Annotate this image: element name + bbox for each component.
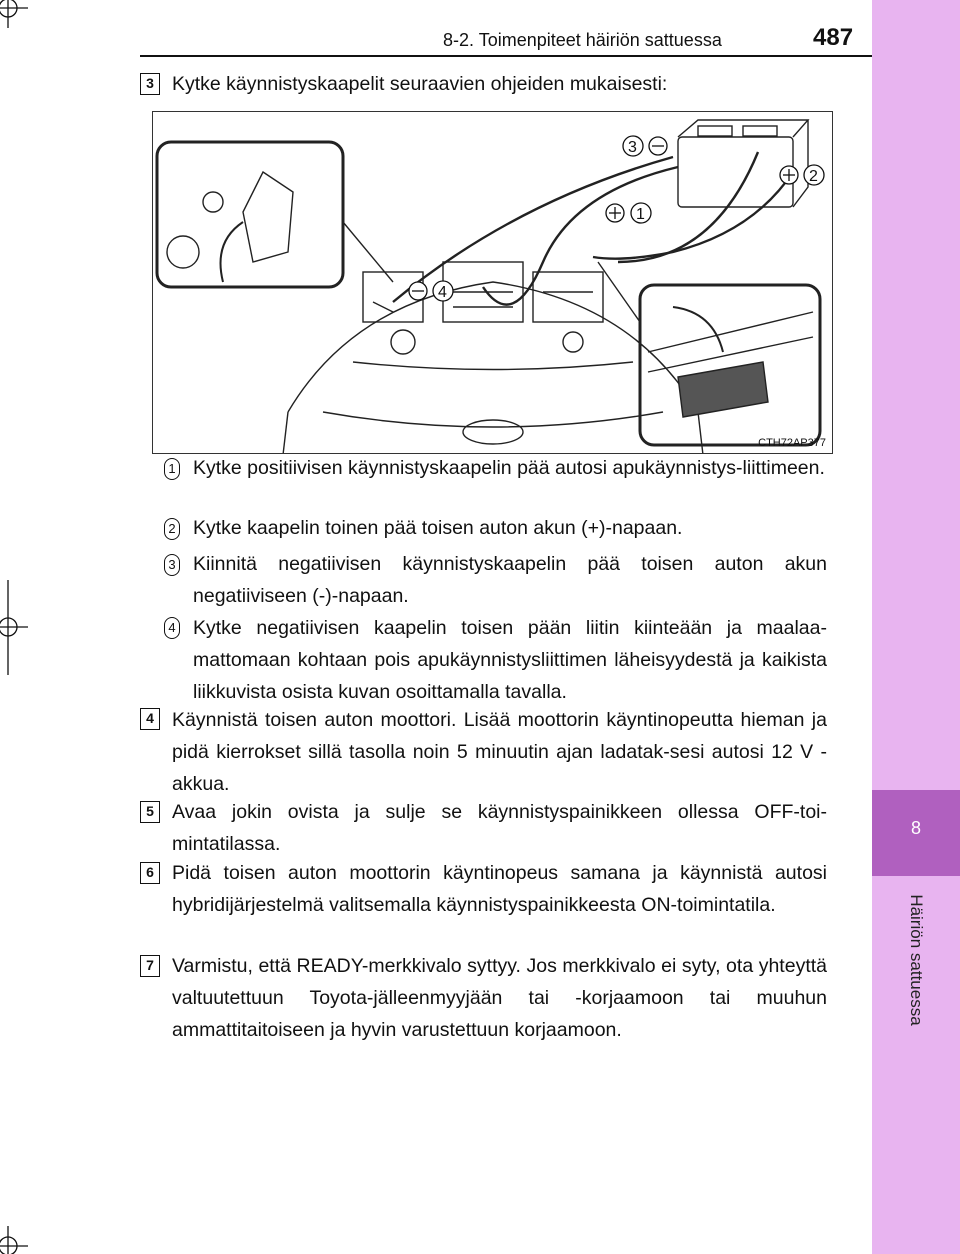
substep-text: Kiinnitä negatiivisen käynnistyskaapelin pää toisen auton akun negatiiviseen (-)-napaan.	[193, 553, 827, 607]
substep-text: Kytke kaapelin toinen pää toisen auton akun (+)-napaan.	[193, 517, 683, 539]
chapter-label: Häiriön sattuessa	[907, 894, 926, 1026]
substep-number-badge: 4	[164, 617, 180, 639]
substep-number-badge: 1	[164, 458, 180, 480]
substep-text: Kytke positiivisen käynnistyskaapelin pää autosi apukäynnistys-liittimeen.	[193, 457, 825, 479]
substep-number-badge: 3	[164, 554, 180, 576]
jump-start-illustration	[152, 111, 833, 454]
step-number-badge: 4	[140, 708, 160, 730]
chapter-number: 8	[910, 818, 921, 838]
section-title: 8-2. Toimenpiteet häiriön sattuessa	[443, 30, 722, 50]
step-text: Pidä toisen auton moottorin käyntinopeus samana ja käynnistä autosi hybridijärjestelmä valitsemalla käynnistyspainikkeesta ON-toimintatila.	[172, 862, 827, 916]
step-text: Kytke käynnistyskaapelit seuraavien ohjeiden mukaisesti:	[172, 73, 668, 95]
step-number-badge: 3	[140, 73, 160, 95]
step-text: Avaa jokin ovista ja sulje se käynnistyspainikkeen ollessa OFF-toi-mintatilassa.	[172, 801, 827, 855]
step-text: Varmistu, että READY-merkkivalo syttyy. Jos merkkivalo ei syty, ota yhteyttä valtuutettuun Toyota-jälleenmyyjään tai -korjaamoon tai muuhun ammattitaitoiseen ja hyvin varustettuun korjaamoon.	[172, 955, 827, 1041]
step-number-badge: 6	[140, 862, 160, 884]
step-number-badge: 5	[140, 801, 160, 823]
chapter-sidebar	[872, 0, 960, 1254]
callout-1: 1	[636, 206, 645, 223]
step-number-badge: 7	[140, 955, 160, 977]
substep-number-badge: 2	[164, 518, 180, 540]
engine-bay-drawing	[153, 112, 833, 454]
page-number: 487	[813, 24, 854, 51]
callout-2: 2	[809, 168, 818, 185]
substep-text: Kytke negatiivisen kaapelin toisen pään liitin kiinteään ja maalaa-mattomaan kohtaan pois apukäynnistysliittimen läheisyydestä ja kaikista liikkuvista osista kuvan osoittamalla tavalla.	[193, 617, 827, 703]
step-text: Käynnistä toisen auton moottori. Lisää moottorin käyntinopeutta hieman ja pidä kierrokset sillä tasolla noin 5 minuutin ajan ladatak-sesi autosi 12 V -akkua.	[172, 709, 827, 795]
figure-code: CTH72AP377	[758, 437, 826, 449]
callout-3: 3	[628, 139, 637, 156]
header-rule	[140, 55, 872, 57]
callout-4: 4	[438, 284, 447, 301]
